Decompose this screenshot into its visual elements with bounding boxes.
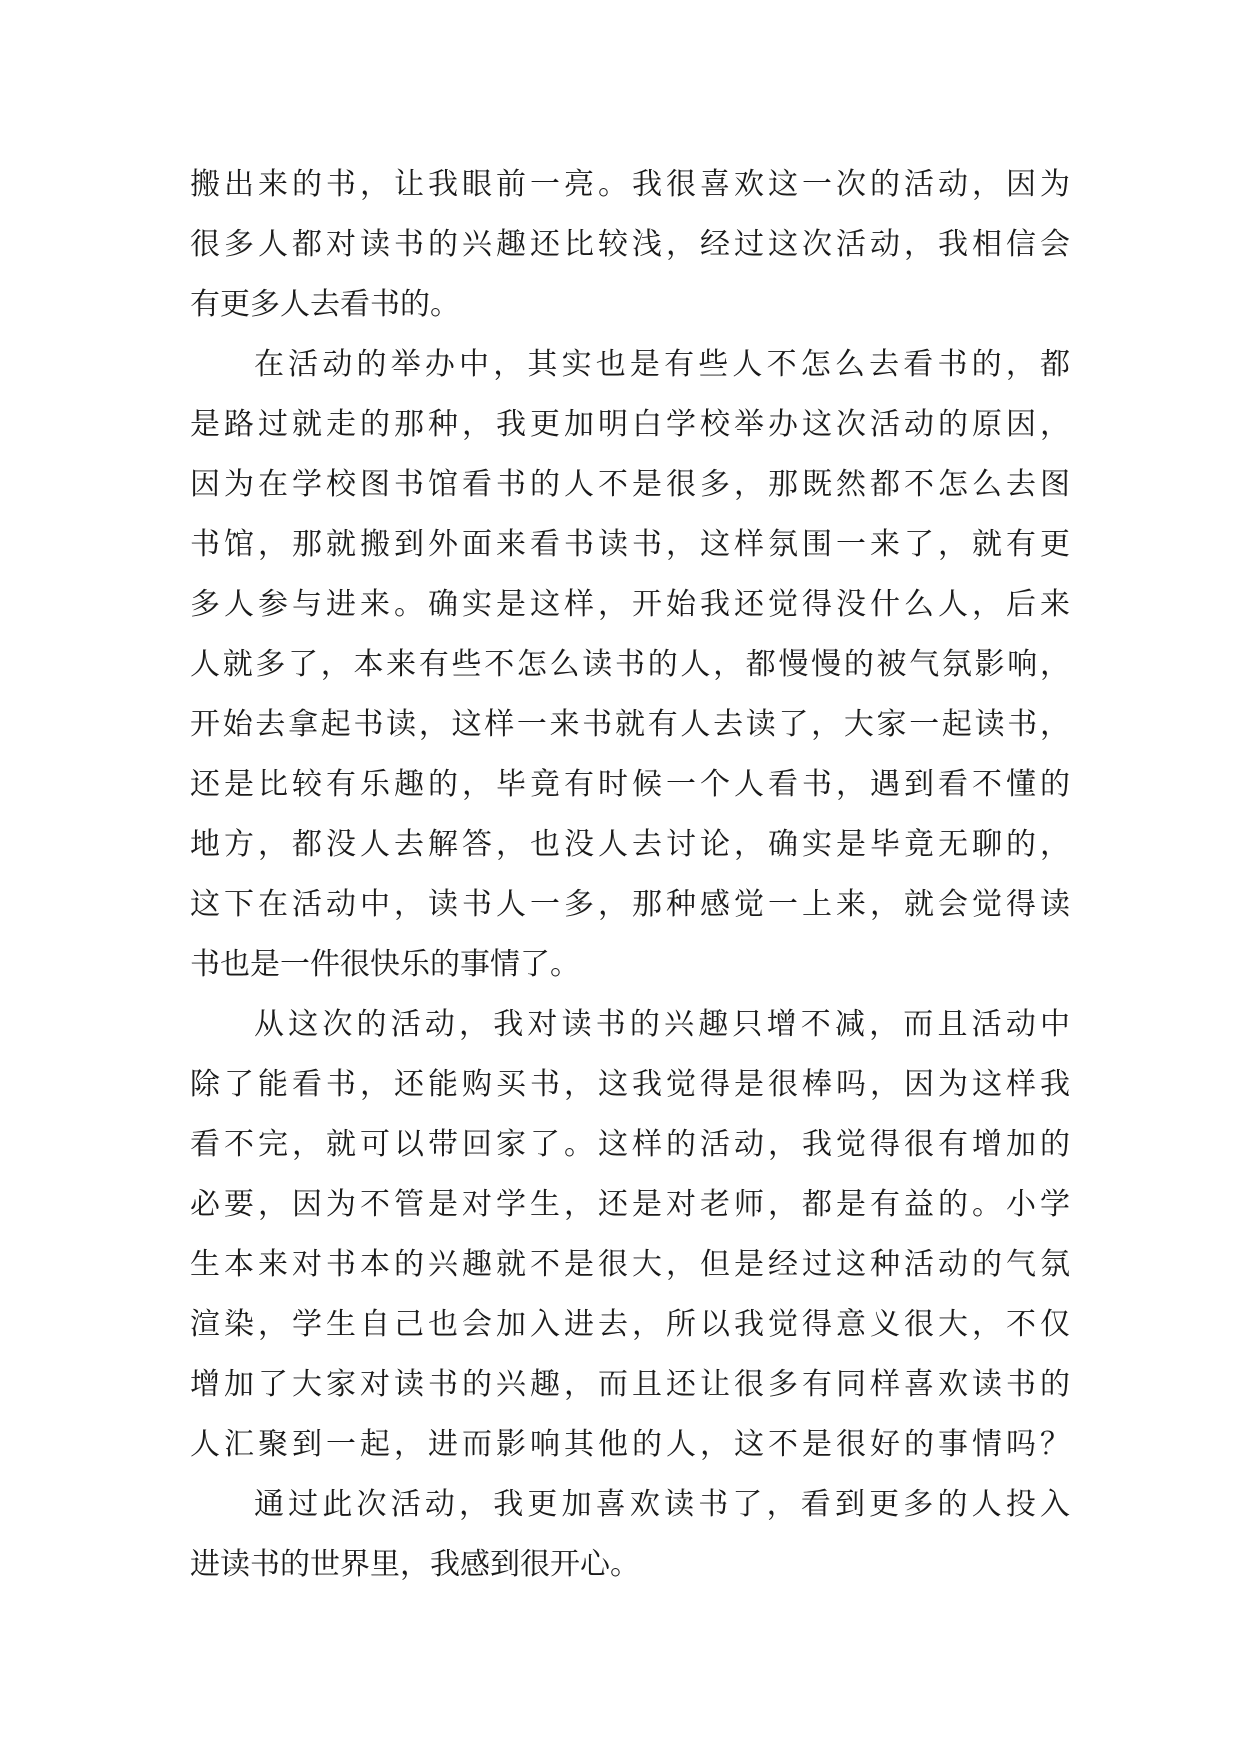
text-line: 生本来对书本的兴趣就不是很大，但是经过这种活动的气氛 — [190, 1247, 1070, 1282]
text-line: 还是比较有乐趣的，毕竟有时候一个人看书，遇到看不懂的 — [190, 767, 1070, 802]
text-line: 是路过就走的那种，我更加明白学校举办这次活动的原因， — [190, 407, 1070, 442]
text-line: 看不完，就可以带回家了。这样的活动，我觉得很有增加的 — [190, 1127, 1070, 1162]
text-line: 这下在活动中，读书人一多，那种感觉一上来，就会觉得读 — [190, 887, 1070, 922]
text-line: 人就多了，本来有些不怎么读书的人，都慢慢的被气氛影响， — [190, 647, 1070, 682]
text-line: 书馆，那就搬到外面来看书读书，这样氛围一来了，就有更 — [190, 527, 1070, 562]
body-text — [190, 155, 1070, 1595]
paragraph — [190, 335, 1070, 995]
paragraph — [190, 995, 1070, 1475]
text-line: 在活动的举办中，其实也是有些人不怎么去看书的，都 — [254, 347, 1070, 382]
text-line: 增加了大家对读书的兴趣，而且还让很多有同样喜欢读书的 — [190, 1367, 1070, 1402]
text-line: 书也是一件很快乐的事情了。 — [190, 947, 580, 982]
text-line: 进读书的世界里，我感到很开心。 — [190, 1547, 640, 1582]
text-line: 搬出来的书，让我眼前一亮。我很喜欢这一次的活动，因为 — [190, 167, 1070, 202]
text-line: 除了能看书，还能购买书，这我觉得是很棒吗，因为这样我 — [190, 1067, 1070, 1102]
text-line: 有更多人去看书的。 — [190, 287, 460, 322]
text-line: 多人参与进来。确实是这样，开始我还觉得没什么人，后来 — [190, 587, 1070, 622]
paragraph — [190, 155, 1070, 335]
text-line: 从这次的活动，我对读书的兴趣只增不减，而且活动中 — [254, 1007, 1070, 1042]
text-line: 渲染，学生自己也会加入进去，所以我觉得意义很大，不仅 — [190, 1307, 1070, 1342]
text-line: 人汇聚到一起，进而影响其他的人，这不是很好的事情吗？ — [190, 1427, 1070, 1462]
text-line: 必要，因为不管是对学生，还是对老师，都是有益的。小学 — [190, 1187, 1070, 1222]
text-line: 地方，都没人去解答，也没人去讨论，确实是毕竟无聊的， — [190, 827, 1070, 862]
text-line: 通过此次活动，我更加喜欢读书了，看到更多的人投入 — [254, 1487, 1070, 1522]
text-line: 很多人都对读书的兴趣还比较浅，经过这次活动，我相信会 — [190, 227, 1070, 262]
paragraph — [190, 1475, 1070, 1595]
text-line: 开始去拿起书读，这样一来书就有人去读了，大家一起读书， — [190, 707, 1070, 742]
text-line: 因为在学校图书馆看书的人不是很多，那既然都不怎么去图 — [190, 467, 1070, 502]
